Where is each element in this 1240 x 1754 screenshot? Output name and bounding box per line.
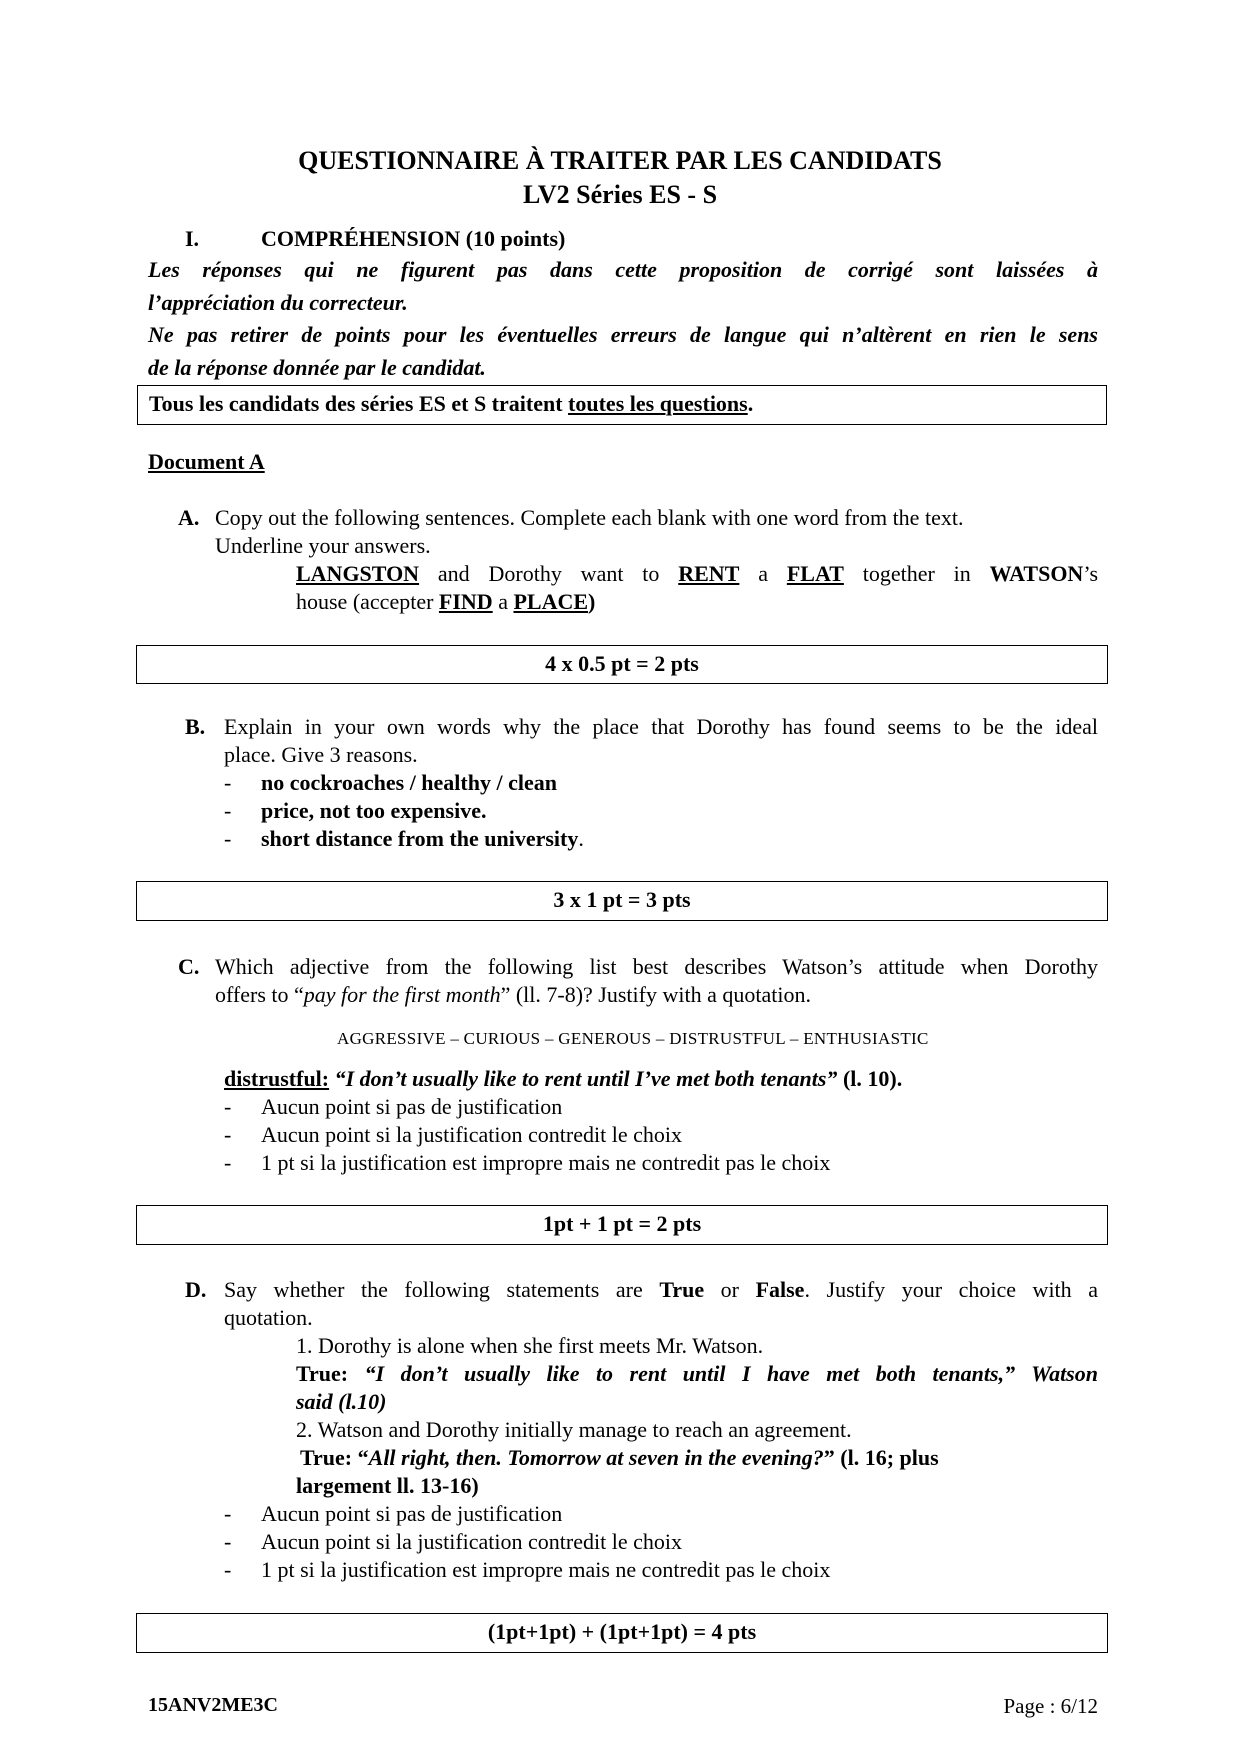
word-true: True <box>659 1277 705 1302</box>
answer-text: ) <box>588 589 596 614</box>
score-c: 1pt + 1 pt = 2 pts <box>542 1211 702 1236</box>
answer-word-flat: FLAT <box>786 561 844 586</box>
list-dash: - <box>224 1529 232 1554</box>
grader-note-2-line-2: de la réponse donnée par le candidat. <box>148 355 486 380</box>
list-dash: - <box>224 1557 232 1582</box>
question-d-text: Say whether the following statements are <box>224 1277 660 1302</box>
scoring-rule-2: Aucun point si la justification contredit le choix <box>261 1529 682 1554</box>
scoring-rule-1: Aucun point si pas de justification <box>261 1094 563 1119</box>
reason-3-suffix: . <box>578 826 584 851</box>
answer-reference: (l. 10). <box>837 1066 903 1091</box>
answer-word-find: FIND <box>438 589 493 614</box>
question-c-answer <box>224 1066 902 1092</box>
grader-note-1-line-1: Les réponses qui ne figurent pas dans cette proposition de corrigé sont laissées à <box>148 257 1098 282</box>
answer-text: house (accepter <box>296 589 439 614</box>
list-dash: - <box>224 1501 232 1526</box>
statement-2-answer-line-2: largement ll. 13-16) <box>296 1473 479 1498</box>
list-dash: - <box>224 1150 232 1175</box>
grader-note-2-line-1: Ne pas retirer de points pour les éventuelles erreurs de langue qui n’altèrent en rien le sens <box>148 322 1098 347</box>
page-subtitle: LV2 Séries ES - S <box>522 180 718 209</box>
scoring-rule-3: 1 pt si la justification est impropre mais ne contredit pas le choix <box>261 1557 831 1582</box>
statement-1-label: True: <box>296 1361 365 1386</box>
statement-1-quote: “I don’t usually like to rent until I have met both tenants,” Watson <box>364 1361 1098 1386</box>
instruction-suffix: . <box>747 391 754 416</box>
question-c-letter: C. <box>178 954 200 979</box>
list-dash: - <box>224 826 232 851</box>
question-d-text: or <box>704 1277 756 1302</box>
document-label: Document A <box>148 449 265 474</box>
question-a-letter: A. <box>178 505 200 530</box>
question-d-letter: D. <box>185 1277 207 1302</box>
answer-text: a <box>739 561 787 586</box>
answer-word-distrustful: distrustful: <box>224 1066 330 1091</box>
answer-text: a <box>492 589 514 614</box>
page-number: Page : 6/12 <box>1003 1694 1098 1718</box>
statement-1-answer-line-1 <box>296 1361 1098 1387</box>
footer-code: 15ANV2ME3C <box>148 1694 278 1716</box>
score-b: 3 x 1 pt = 3 pts <box>553 887 691 912</box>
question-a-line-1: Copy out the following sentences. Complete each blank with one word from the text. <box>215 505 964 530</box>
scoring-rule-3: 1 pt si la justification est impropre mais ne contredit pas le choix <box>261 1150 831 1175</box>
reason-2: price, not too expensive. <box>261 798 487 823</box>
statement-2-answer-line-1 <box>300 1445 939 1471</box>
question-d-line-1 <box>224 1277 1098 1303</box>
grader-note-1-line-2: l’appréciation du correcteur. <box>148 290 408 315</box>
question-b-letter: B. <box>185 714 206 739</box>
question-c-line-2 <box>215 982 811 1008</box>
question-a-answer-line-2 <box>296 589 595 615</box>
statement-2-reference: ” (l. 16; plus <box>823 1445 939 1470</box>
reason-3-line <box>261 826 584 852</box>
scoring-rule-1: Aucun point si pas de justification <box>261 1501 563 1526</box>
question-c-quote: pay for the first month <box>303 982 501 1007</box>
question-a-line-2: Underline your answers. <box>215 533 431 558</box>
instruction-emphasis: toutes les questions <box>568 391 748 416</box>
section-number: I. <box>185 226 200 251</box>
answer-word-place: PLACE <box>513 589 589 614</box>
reason-1: no cockroaches / healthy / clean <box>261 770 557 795</box>
instruction-prefix: Tous les candidats des séries ES et S traitent <box>149 391 569 416</box>
score-d: (1pt+1pt) + (1pt+1pt) = 4 pts <box>487 1619 757 1644</box>
answer-text: and Dorothy want to <box>419 561 679 586</box>
question-b-line-2: place. Give 3 reasons. <box>224 742 418 767</box>
page-title: QUESTIONNAIRE À TRAITER PAR LES CANDIDATS <box>298 146 942 175</box>
answer-text: ’s <box>1083 561 1099 586</box>
answer-quotation: “I don’t usually like to rent until I’ve met both tenants” <box>329 1066 838 1091</box>
section-title: COMPRÉHENSION (10 points) <box>261 226 566 251</box>
score-a: 4 x 0.5 pt = 2 pts <box>545 651 699 676</box>
answer-word-rent: RENT <box>678 561 740 586</box>
reason-3: short distance from the university <box>261 826 579 851</box>
statement-2: 2. Watson and Dorothy initially manage to reach an agreement. <box>296 1417 852 1442</box>
question-c-text: ” (ll. 7-8)? Justify with a quotation. <box>500 982 811 1007</box>
question-d-text: . Justify your choice with a <box>804 1277 1098 1302</box>
statement-1: 1. Dorothy is alone when she first meets Mr. Watson. <box>296 1333 764 1358</box>
list-dash: - <box>224 1094 232 1119</box>
question-c-text: offers to “ <box>215 982 304 1007</box>
statement-1-answer-line-2: said (l.10) <box>296 1389 387 1414</box>
question-d-line-2: quotation. <box>224 1305 313 1330</box>
answer-text: together in <box>843 561 990 586</box>
statement-2-quote: All right, then. Tomorrow at seven in the evening? <box>368 1445 824 1470</box>
instruction-text <box>149 391 753 417</box>
list-dash: - <box>224 770 232 795</box>
statement-2-label: True: “ <box>300 1445 369 1470</box>
list-dash: - <box>224 798 232 823</box>
list-dash: - <box>224 1122 232 1147</box>
question-b-line-1: Explain in your own words why the place that Dorothy has found seems to be the ideal <box>224 714 1098 739</box>
answer-word-watson: WATSON <box>989 561 1084 586</box>
scoring-rule-2: Aucun point si la justification contredit le choix <box>261 1122 682 1147</box>
question-c-line-1: Which adjective from the following list best describes Watson’s attitude when Dorothy <box>215 954 1098 979</box>
adjective-list: AGGRESSIVE – CURIOUS – GENEROUS – DISTRUSTFUL – ENTHUSIASTIC <box>337 1029 929 1048</box>
answer-word-langston: LANGSTON <box>296 561 420 586</box>
question-a-answer-line-1 <box>296 561 1098 587</box>
word-false: False <box>755 1277 805 1302</box>
